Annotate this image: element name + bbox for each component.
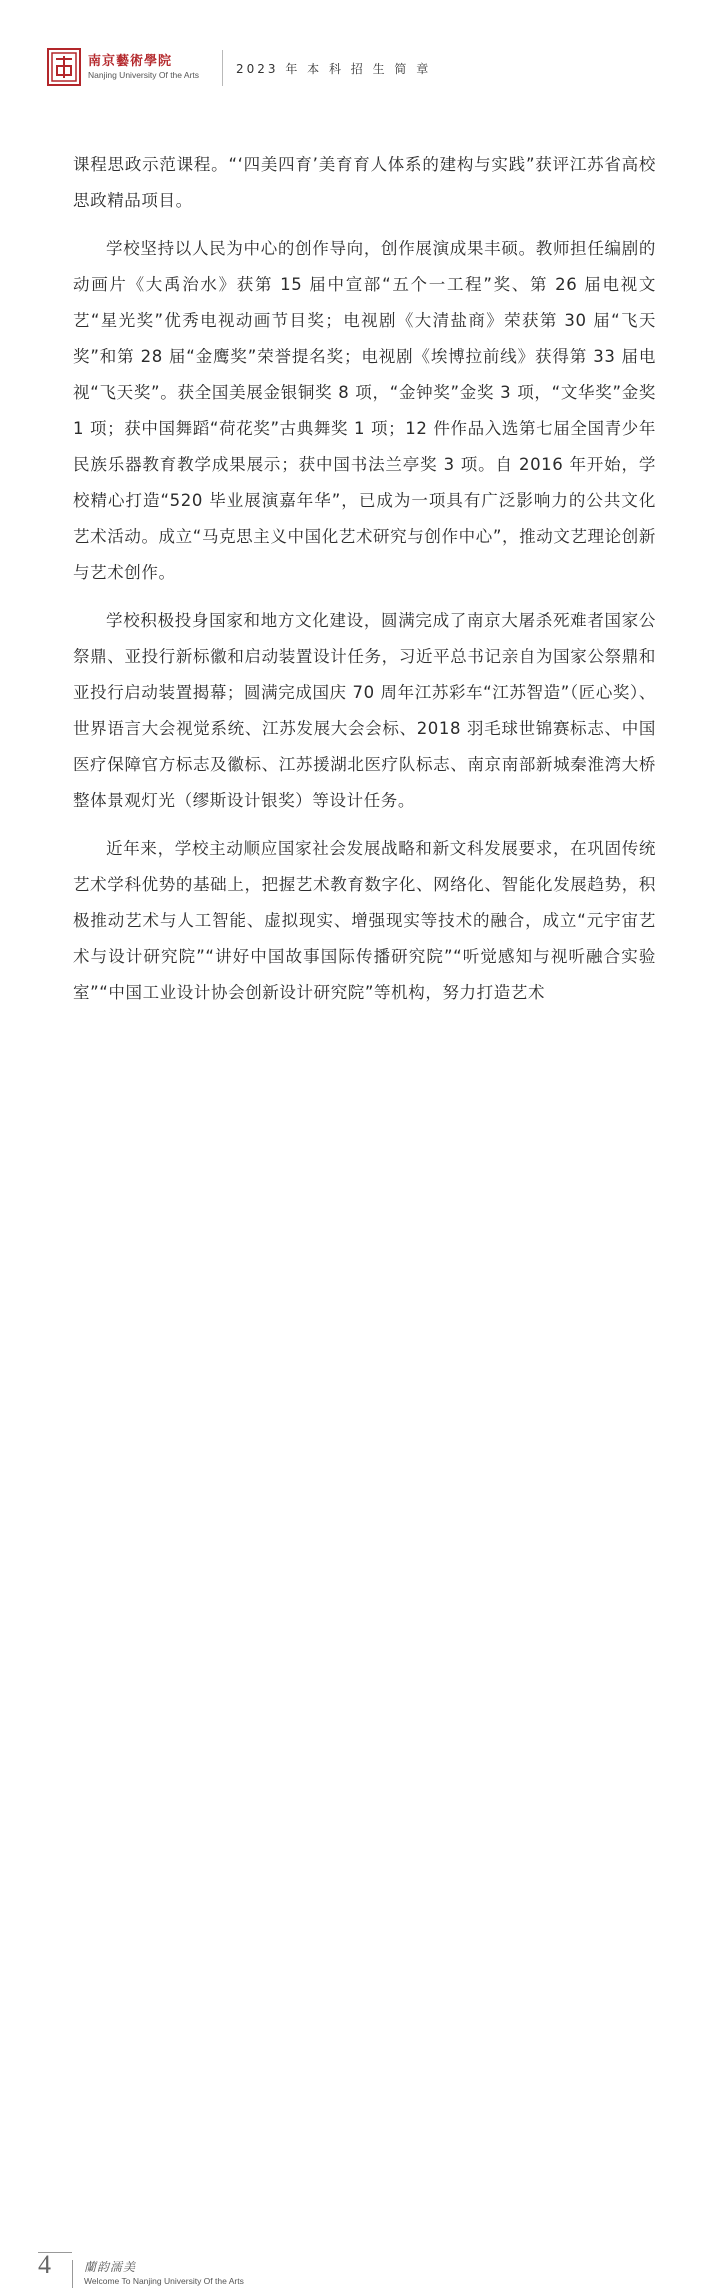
paragraph: 学校坚持以人民为中心的创作导向，创作展演成果丰硕。教师担任编剧的动画片《大禹治水》获第 15 届中宣部“五个一工程”奖、第 26 届电视文艺“星光奖”优秀电视动画节目奖；电视剧《大清盐商》荣获第 30 届“飞天奖”和第 28 届“金鹰奖”荣誉提名奖；电视剧《埃博拉前线》获得第 33 届电视“飞天奖”。获全国美展金银铜奖 8 项，“金钟奖”金奖 3 项，“文华奖”金奖 1 项；获中国舞蹈“荷花奖”古典舞奖 1 项；12 件作品入选第七届全国青少年民族乐器教育教学成果展示；获中国书法兰亭奖 3 项。自 2016 年开始，学校精心打造“520 毕业展演嘉年华”，已成为一项具有广泛影响力的公共文化艺术活动。成立“马克思主义中国化艺术研究与创作中心”，推动文艺理论创新与艺术创作。 [73, 239, 656, 582]
header-divider [222, 50, 223, 86]
paragraph: 课程思政示范课程。“‘四美四育’美育育人体系的建构与实践”获评江苏省高校思政精品项目。 [73, 155, 656, 210]
footer-slogan-en: Welcome To Nanjing University Of the Arts [84, 2276, 244, 2286]
body-text [73, 147, 656, 1023]
page-number: 4 [38, 2250, 51, 2279]
footer-divider [72, 2260, 73, 2288]
paragraph: 学校积极投身国家和地方文化建设，圆满完成了南京大屠杀死难者国家公祭鼎、亚投行新标徽和启动装置设计任务，习近平总书记亲自为国家公祭鼎和亚投行启动装置揭幕；圆满完成国庆 70 周年江苏彩车“江苏智造”（匠心奖）、世界语言大会视觉系统、江苏发展大会会标、2018 羽毛球世锦赛标志、中国医疗保障官方标志及徽标、江苏援湖北医疗队标志、南京南部新城秦淮湾大桥整体景观灯光（缪斯设计银奖）等设计任务。 [73, 611, 656, 810]
brand-name-cn: 南京藝術學院 [88, 54, 173, 69]
footer-slogan-cn: 蘭韵濡美 [84, 2260, 137, 2274]
page-header [0, 0, 720, 110]
brand-name-en: Nanjing University Of the Arts [88, 70, 200, 80]
page-footer [0, 1120, 720, 2286]
nanjing-arts-seal-logo-icon [47, 48, 81, 86]
document-title: 2023 年 本 科 招 生 简 章 [236, 62, 432, 76]
paragraph: 近年来，学校主动顺应国家社会发展战略和新文科发展要求，在巩固传统艺术学科优势的基础上，把握艺术教育数字化、网络化、智能化发展趋势，积极推动艺术与人工智能、虚拟现实、增强现实等技术的融合，成立“元宇宙艺术与设计研究院”“讲好中国故事国际传播研究院”“听觉感知与视听融合实验室”“中国工业设计协会创新设计研究院”等机构，努力打造艺术 [73, 839, 656, 1002]
